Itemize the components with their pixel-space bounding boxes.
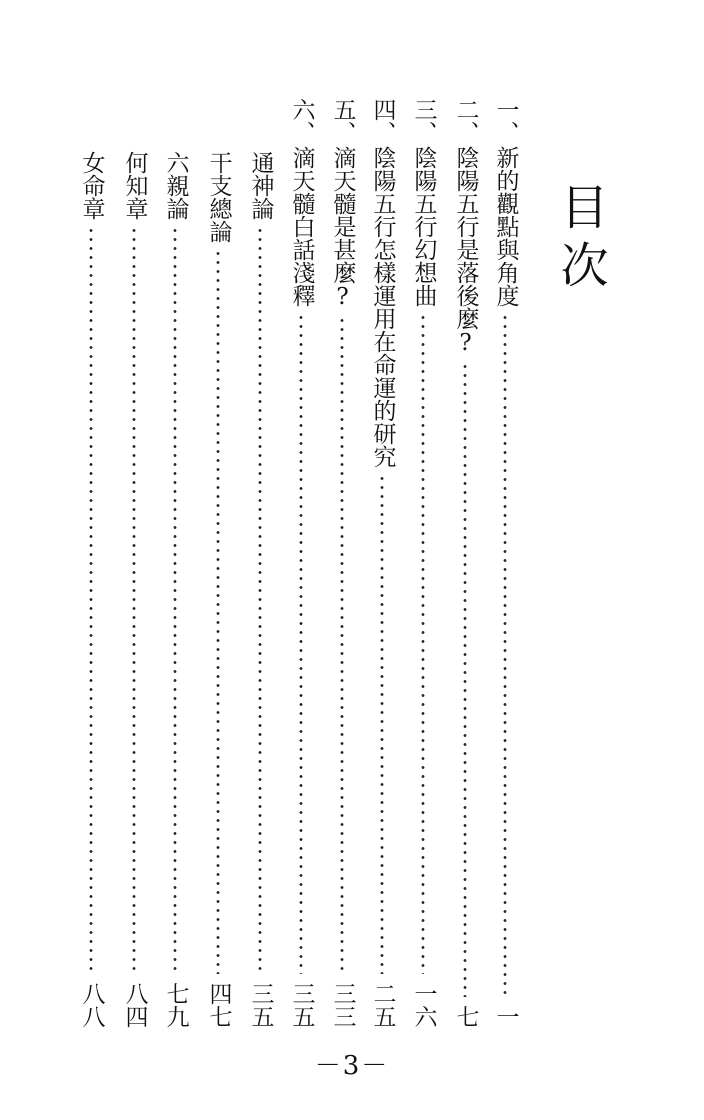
entry-number: 一、 [492, 98, 519, 144]
dot-leader [258, 226, 262, 974]
dot-leader [421, 313, 425, 974]
toc-entry [75, 151, 107, 1028]
entry-page-number: 二五 [369, 982, 396, 1028]
entry-page-number: 三三 [329, 982, 356, 1028]
entry-page-number: 八八 [78, 982, 105, 1028]
toc-entry [202, 151, 234, 1028]
toc-entry [366, 98, 398, 1028]
toc-entry [326, 98, 358, 1028]
entry-page-number: 三五 [247, 982, 274, 1028]
toc-entry [159, 151, 191, 1028]
entry-title: 干支總論 [205, 151, 232, 243]
page-title: 目次 [552, 182, 608, 298]
entry-number: 二、 [452, 98, 479, 144]
entry-number: 四、 [369, 98, 396, 144]
toc-entry [407, 98, 439, 1028]
dot-leader [380, 474, 384, 974]
dot-leader [340, 316, 344, 974]
entry-page-number: 一 [492, 1005, 519, 1028]
dot-leader [299, 313, 303, 974]
entry-page-number: 七九 [162, 982, 189, 1028]
entry-title: 通神論 [247, 151, 274, 220]
entry-page-number: 一六 [410, 982, 437, 1028]
entry-title: 滴天髓是甚麼? [329, 146, 356, 310]
entry-number: 五、 [329, 98, 356, 144]
toc-entry [244, 151, 276, 1028]
entry-number: 三、 [410, 98, 437, 144]
entry-title: 女命章 [78, 151, 105, 220]
toc-entry [118, 151, 150, 1028]
page-number: －3－ [314, 1051, 390, 1081]
entry-title: 陰陽五行是落後麼? [452, 146, 479, 356]
entry-page-number: 八四 [121, 982, 148, 1028]
entry-title: 陰陽五行怎樣運用在命運的研究 [369, 146, 396, 468]
entry-page-number: 七 [452, 1005, 479, 1028]
entry-number: 六、 [288, 98, 315, 144]
entry-title: 六親論 [162, 151, 189, 220]
toc-entry [489, 98, 521, 1028]
entry-title: 陰陽五行幻想曲 [410, 146, 437, 307]
dot-leader [216, 249, 220, 974]
entry-page-number: 三五 [288, 982, 315, 1028]
entry-title: 滴天髓白話淺釋 [288, 146, 315, 307]
dot-leader [463, 362, 467, 997]
dot-leader [503, 313, 507, 997]
entry-title: 新的觀點與角度 [492, 146, 519, 307]
dot-leader [132, 226, 136, 974]
toc-entry [449, 98, 481, 1028]
dot-leader [173, 226, 177, 974]
entry-page-number: 四七 [205, 982, 232, 1028]
dot-leader [89, 226, 93, 974]
entry-title: 何知章 [121, 151, 148, 220]
toc-entry [285, 98, 317, 1028]
